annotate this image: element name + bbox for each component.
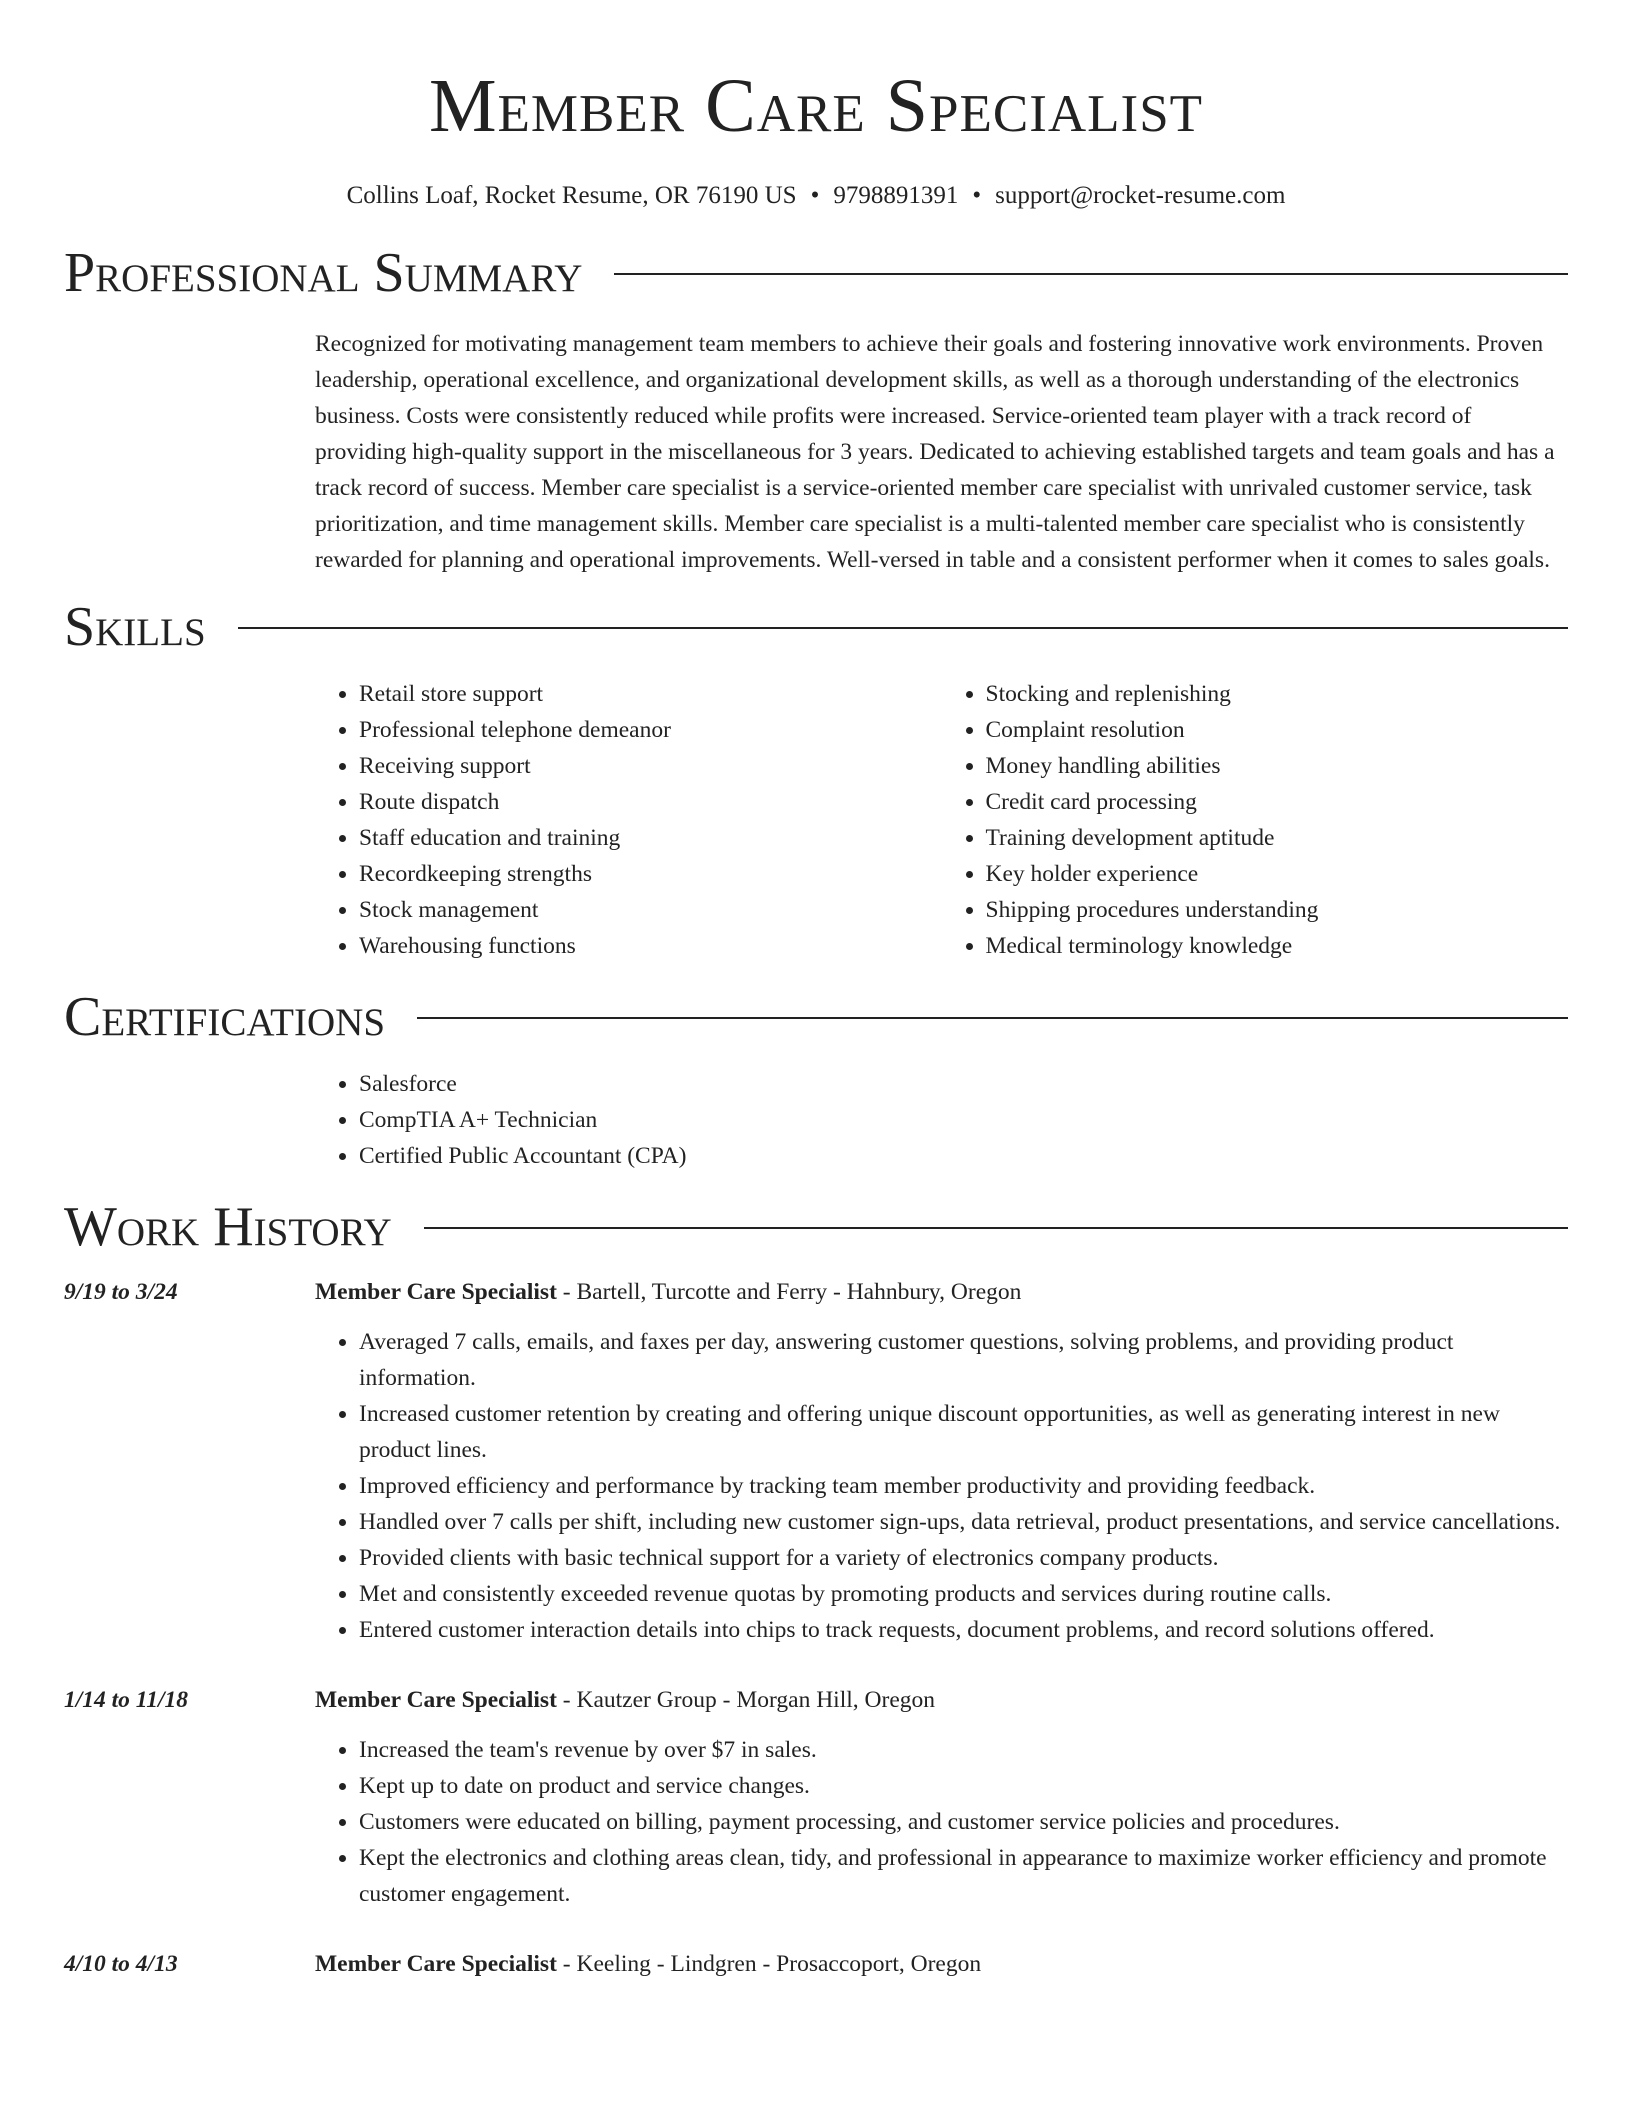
job-duties (315, 1324, 1568, 1648)
certification-item: • Certified Public Accountant (CPA) (359, 1138, 1568, 1174)
work-history-list (64, 1274, 1568, 1982)
job-title: Member Care Specialist (315, 1951, 557, 1977)
skills-list (315, 676, 1568, 964)
skill-item: • Stock management (359, 892, 942, 928)
job-duty-item: • Kept the electronics and clothing areas clean, tidy, and professional in appearance to maximize worker efficiency and promote customer engagement. (359, 1840, 1568, 1912)
skill-item: • Recordkeeping strengths (359, 856, 942, 892)
work-heading-line (315, 1274, 1568, 1310)
skill-item: • Retail store support (359, 676, 942, 712)
work-details (315, 1946, 1568, 1982)
contact-email: support@rocket-resume.com (995, 182, 1286, 209)
job-duty-item: • Customers were educated on billing, payment processing, and customer service policies and procedures. (359, 1804, 1568, 1840)
certifications-heading: Certifications (64, 986, 386, 1048)
contact-phone: 9798891391 (833, 182, 959, 209)
contact-address: Collins Loaf, Rocket Resume, OR 76190 US (346, 182, 797, 209)
job-duty-item: • Improved efficiency and performance by tracking team member productivity and providing feedback. (359, 1468, 1568, 1504)
job-duty-item: • Entered customer interaction details into chips to track requests, document problems, and record solutions offered. (359, 1612, 1568, 1648)
skill-item: • Medical terminology knowledge (986, 928, 1569, 964)
skill-item: • Shipping procedures understanding (986, 892, 1569, 928)
skill-item: • Professional telephone demeanor (359, 712, 942, 748)
job-duties (315, 1732, 1568, 1912)
job-title: Member Care Specialist (315, 1279, 557, 1305)
work-heading-line (315, 1946, 1568, 1982)
skill-item: • Key holder experience (986, 856, 1569, 892)
skill-item: • Credit card processing (986, 784, 1569, 820)
summary-heading: Professional Summary (64, 242, 583, 304)
employer-location: - Kautzer Group - Morgan Hill, Oregon (556, 1687, 935, 1713)
section-divider (424, 1227, 1568, 1229)
skill-item: • Receiving support (359, 748, 942, 784)
resume-name: Member Care Specialist (428, 64, 1204, 148)
certification-item: • Salesforce (359, 1066, 1568, 1102)
job-duty-item: • Increased the team's revenue by over $7 in sales. (359, 1732, 1568, 1768)
work-entry (64, 1682, 1568, 1912)
skills-right-column (942, 676, 1569, 964)
skill-item: • Stocking and replenishing (986, 676, 1569, 712)
skill-item: • Money handling abilities (986, 748, 1569, 784)
section-divider (614, 273, 1568, 275)
summary-text: Recognized for motivating management team members to achieve their goals and fostering innovative work environments. Proven leadership, operational excellence, and organizational development skills, as well as a thorough understanding of the electronics business. Costs were consistently reduced while profits were increased. Service-oriented team player with a track record of providing high-quality support in the miscellaneous for 3 years. Dedicated to achieving established targets and team goals and has a track record of success. Member care specialist is a service-oriented member care specialist with unrivaled customer service, task prioritization, and time management skills. Member care specialist is a multi-talented member care specialist who is consistently rewarded for planning and operational improvements. Well-versed in table and a consistent performer when it comes to sales goals. (315, 331, 1555, 573)
work-heading: Work History (64, 1196, 392, 1258)
section-divider (417, 1017, 1568, 1019)
work-section-header (64, 1194, 1568, 1260)
job-title: Member Care Specialist (315, 1687, 557, 1713)
certifications-items (315, 1066, 1568, 1174)
job-duty-item: • Averaged 7 calls, emails, and faxes per day, answering customer questions, solving problems, and providing product information. (359, 1324, 1568, 1396)
work-details (315, 1682, 1568, 1912)
certifications-section-header (64, 984, 1568, 1050)
contact-line (64, 180, 1568, 212)
skill-item: • Route dispatch (359, 784, 942, 820)
job-duty-item: • Provided clients with basic technical support for a variety of electronics company products. (359, 1540, 1568, 1576)
skill-item: • Staff education and training (359, 820, 942, 856)
certifications-list (315, 1066, 1568, 1174)
job-duty-item: • Kept up to date on product and service changes. (359, 1768, 1568, 1804)
resume-page (64, 0, 1568, 1982)
skill-item: • Complaint resolution (986, 712, 1569, 748)
job-duty-item: • Handled over 7 calls per shift, including new customer sign-ups, data retrieval, product presentations, and service cancellations. (359, 1504, 1568, 1540)
contact-separator: • (972, 182, 982, 209)
work-details (315, 1274, 1568, 1648)
certification-item: • CompTIA A+ Technician (359, 1102, 1568, 1138)
job-duty-item: • Increased customer retention by creating and offering unique discount opportunities, as well as generating interest in new product lines. (359, 1396, 1568, 1468)
skill-item: • Training development aptitude (986, 820, 1569, 856)
skill-item: • Warehousing functions (359, 928, 942, 964)
skills-section-header (64, 594, 1568, 660)
employer-location: - Bartell, Turcotte and Ferry - Hahnbury, Oregon (556, 1279, 1022, 1305)
work-dates: 4/10 to 4/13 (64, 1951, 178, 1977)
summary-section-header (64, 240, 1568, 306)
employer-location: - Keeling - Lindgren - Prosaccoport, Oregon (556, 1951, 982, 1977)
skills-heading: Skills (64, 596, 206, 658)
work-dates: 1/14 to 11/18 (64, 1687, 189, 1713)
work-entry (64, 1274, 1568, 1648)
work-entry (64, 1946, 1568, 1982)
skills-left-column (315, 676, 942, 964)
work-heading-line (315, 1682, 1568, 1718)
contact-separator: • (810, 182, 820, 209)
work-dates: 9/19 to 3/24 (64, 1279, 178, 1305)
job-duty-item: • Met and consistently exceeded revenue quotas by promoting products and services during routine calls. (359, 1576, 1568, 1612)
section-divider (238, 627, 1568, 629)
